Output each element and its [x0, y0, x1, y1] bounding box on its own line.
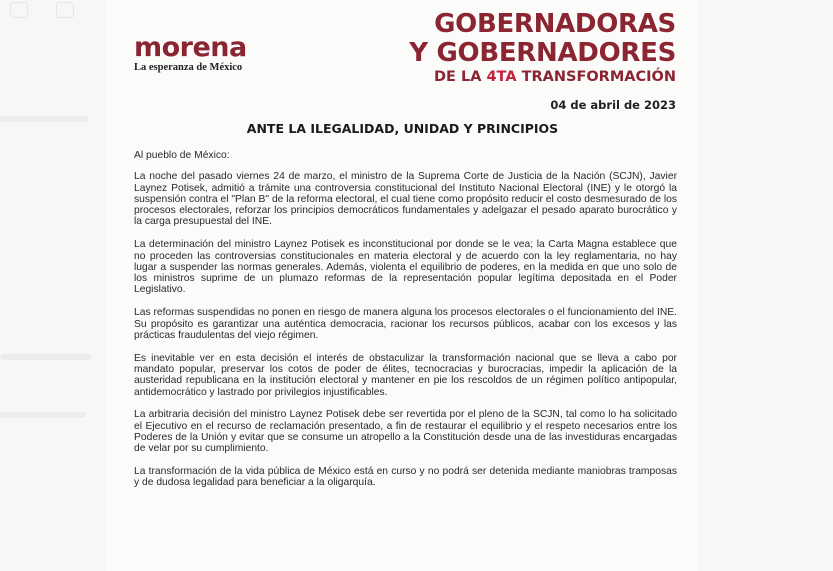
faded-comment-icon — [56, 2, 74, 18]
faded-text-line — [0, 412, 86, 418]
paragraph: La determinación del ministro Laynez Potisek es inconstitucional por donde se le vea; la Carta Magna establece que no proceden las controversias constitucionales en materia electoral y de acuerdo con la ley reglamentaria, no hay lugar a suspender las normas generales. Además, violenta el equilibrio de poderes, en la medida en que uno solo de los ministros suprime de un plumazo reformas de la representación popular legítima depositada en el Poder Legislativo. — [134, 239, 677, 296]
header-title-block — [409, 10, 676, 112]
logo-tagline: La esperanza de México — [134, 62, 243, 73]
header-title-line3 — [409, 68, 676, 86]
paragraph: La transformación de la vida pública de México está en curso y no podrá ser detenida mediante maniobras tramposas y de dudosa legalidad para beneficiar a la oligarquía. — [134, 466, 677, 489]
header-title-line3-suffix: TRANSFORMACIÓN — [516, 69, 676, 85]
paragraph: La arbitraria decisión del ministro Laynez Potisek debe ser revertida por el pleno de la SCJN, tal como lo ha solicitado el Ejecutivo en el recurso de reclamación presentado, a fin de restaurar el equilibrio y el respeto necesarios entre los Poderes de la Unión y evitar que se consume un atropello a la Constitución desde una de las investiduras encargadas de velar por su cumplimiento. — [134, 409, 677, 455]
background-left-panel — [0, 0, 106, 571]
faded-text-line — [0, 116, 88, 122]
morena-logo — [134, 34, 247, 74]
faded-text-line — [0, 354, 92, 360]
paragraph: La noche del pasado viernes 24 de marzo, el ministro de la Suprema Corte de Justicia de la Nación (SCJN), Javier Laynez Potisek, admitió a trámite una controversia constitucional del Instituto Nacional Electoral (INE) y le otorgó la suspensión contra el "Plan B" de la reforma electoral, el cual tiene como propósito reducir el costo desmesurado de los procesos electorales, reforzar los principios democráticos fundamentales y adelgazar el pesado aparato burocrático y la carga presupuestal del INE. — [134, 171, 677, 228]
greeting: Al pueblo de México: — [134, 150, 230, 161]
paragraph: Las reformas suspendidas no ponen en riesgo de manera alguna los procesos electorales o el funcionamiento del INE. Su propósito es garantizar una auténtica democracia, racionar los recursos públicos, acabar con los excesos y las prácticas fraudulentas del viejo régimen. — [134, 307, 677, 341]
press-release-document — [106, 0, 699, 571]
header-title-line2: Y GOBERNADORES — [409, 38, 676, 68]
logo-wordmark: morena — [134, 32, 247, 63]
header-title-line3-highlight: 4TA — [486, 69, 517, 85]
document-title: ANTE LA ILEGALIDAD, UNIDAD Y PRINCIPIOS — [246, 121, 559, 136]
document-body — [134, 150, 677, 500]
document-date: 04 de abril de 2023 — [550, 98, 676, 112]
background-right-panel — [699, 0, 833, 571]
faded-share-icon — [10, 2, 28, 18]
header-title-line3-prefix: DE LA — [433, 69, 487, 85]
header-title-line1: GOBERNADORAS — [434, 9, 676, 39]
paragraph: Es inevitable ver en esta decisión el interés de obstaculizar la transformación nacional que se lleva a cabo por mandato popular, preservar los cotos de poder de élites, tecnocracias y burocracias, impedir la aplicación de la austeridad republicana en la institución electoral y mantener en pie los rescoldos de un régimen político antipopular, antidemocrático y lastrado por privilegios injustificables. — [134, 352, 677, 398]
